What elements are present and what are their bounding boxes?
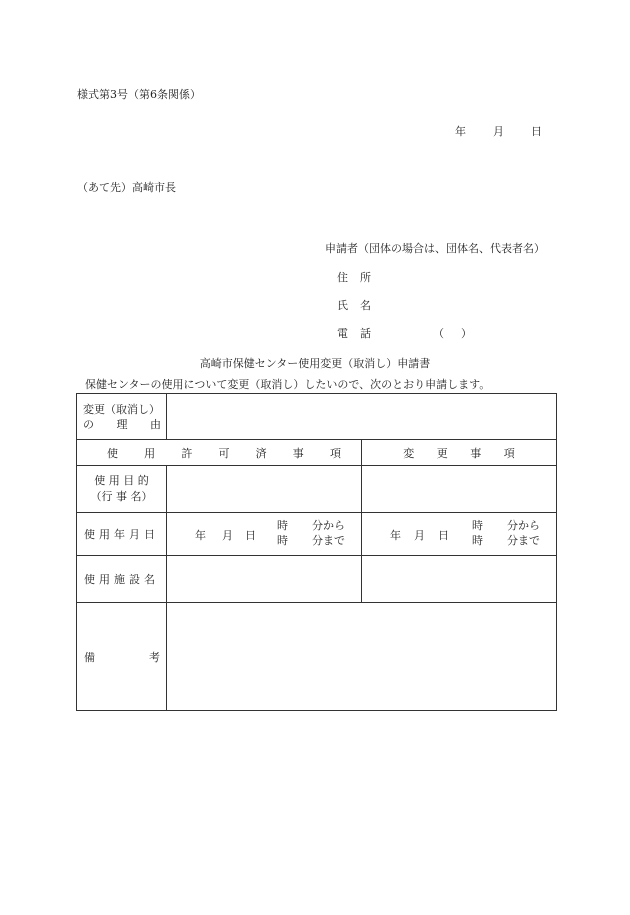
time-minute-labels — [312, 518, 345, 548]
header-char: 項 — [329, 446, 341, 460]
name-label: 氏名 — [337, 299, 383, 312]
purpose-change-input[interactable] — [362, 466, 557, 513]
reason-label — [77, 394, 167, 440]
month-label: 月 — [414, 529, 425, 542]
phone-paren-open: （ — [433, 327, 444, 340]
purpose-label — [77, 466, 167, 513]
form-number: 様式第3号（第6条関係） — [77, 88, 201, 101]
applicant-heading: 申請者（団体の場合は、団体名、代表者名） — [325, 242, 545, 255]
phone-area-code — [433, 325, 472, 341]
reason-input[interactable] — [167, 394, 557, 440]
reason-char: 理 — [116, 417, 128, 431]
header-char: 可 — [218, 446, 230, 460]
end-minute-label: 分まで — [312, 534, 345, 547]
applicant-name-field — [337, 297, 383, 313]
date-row — [77, 513, 557, 556]
start-minute-label: 分から — [507, 519, 540, 532]
remarks-char: 備 — [84, 650, 95, 664]
start-hour-label: 時 — [472, 519, 483, 532]
header-char: 使 — [107, 446, 118, 460]
time-minute-labels — [507, 518, 540, 548]
header-char: 用 — [144, 446, 156, 460]
purpose-label-line1: 使 用 目 的 — [94, 474, 149, 487]
application-table — [76, 393, 557, 711]
applicant-address-field — [337, 269, 383, 285]
start-minute-label: 分から — [312, 519, 345, 532]
day-label: 日 — [245, 529, 256, 542]
date-permitted-input[interactable] — [167, 513, 362, 556]
date-change-input[interactable] — [362, 513, 557, 556]
header-char: 事 — [470, 446, 482, 460]
remarks-char: 考 — [149, 650, 160, 664]
date-day-label: 日 — [531, 125, 542, 138]
intro-text: 保健センターの使用について変更（取消し）したいので、次のとおり申請します。 — [85, 378, 491, 391]
phone-paren-close: ） — [461, 327, 472, 340]
address-label: 住所 — [337, 271, 383, 284]
remarks-input[interactable] — [167, 603, 557, 711]
date-line — [455, 123, 542, 139]
change-items-header — [362, 440, 557, 466]
end-hour-label: 時 — [277, 534, 288, 547]
section-header-row — [77, 440, 557, 466]
month-label: 月 — [222, 529, 233, 542]
addressee: （あて先）高崎市長 — [77, 181, 176, 194]
facility-row — [77, 556, 557, 603]
reason-label-line2 — [83, 417, 166, 432]
date-label: 使用年月日 — [77, 513, 167, 556]
time-hour-labels — [472, 518, 483, 548]
header-char: 済 — [255, 446, 267, 460]
reason-label-line1: 変更（取消し） — [83, 402, 160, 416]
reason-char: 由 — [150, 417, 161, 431]
header-char: 項 — [503, 446, 515, 460]
year-label: 年 — [390, 529, 401, 542]
facility-change-input[interactable] — [362, 556, 557, 603]
start-hour-label: 時 — [277, 519, 288, 532]
purpose-permitted-input[interactable] — [167, 466, 362, 513]
purpose-label-line2: （行 事 名） — [90, 490, 153, 503]
header-char: 更 — [436, 446, 448, 460]
permitted-items-header — [77, 440, 362, 466]
facility-label: 使用施設名 — [77, 556, 167, 603]
end-minute-label: 分まで — [507, 534, 540, 547]
purpose-row — [77, 466, 557, 513]
reason-char: の — [83, 417, 94, 431]
remarks-row — [77, 603, 557, 711]
header-char: 許 — [181, 446, 193, 460]
remarks-label — [77, 603, 167, 711]
reason-row — [77, 394, 557, 440]
day-label: 日 — [438, 529, 449, 542]
applicant-phone-field — [337, 325, 383, 341]
date-month-label: 月 — [493, 125, 504, 138]
year-label: 年 — [195, 529, 206, 542]
time-hour-labels — [277, 518, 288, 548]
end-hour-label: 時 — [472, 534, 483, 547]
document-title: 高崎市保健センター使用変更（取消し）申請書 — [199, 357, 431, 370]
phone-label: 電話 — [337, 327, 383, 340]
date-year-label: 年 — [455, 125, 466, 138]
facility-permitted-input[interactable] — [167, 556, 362, 603]
header-char: 事 — [292, 446, 304, 460]
header-char: 変 — [403, 446, 415, 460]
